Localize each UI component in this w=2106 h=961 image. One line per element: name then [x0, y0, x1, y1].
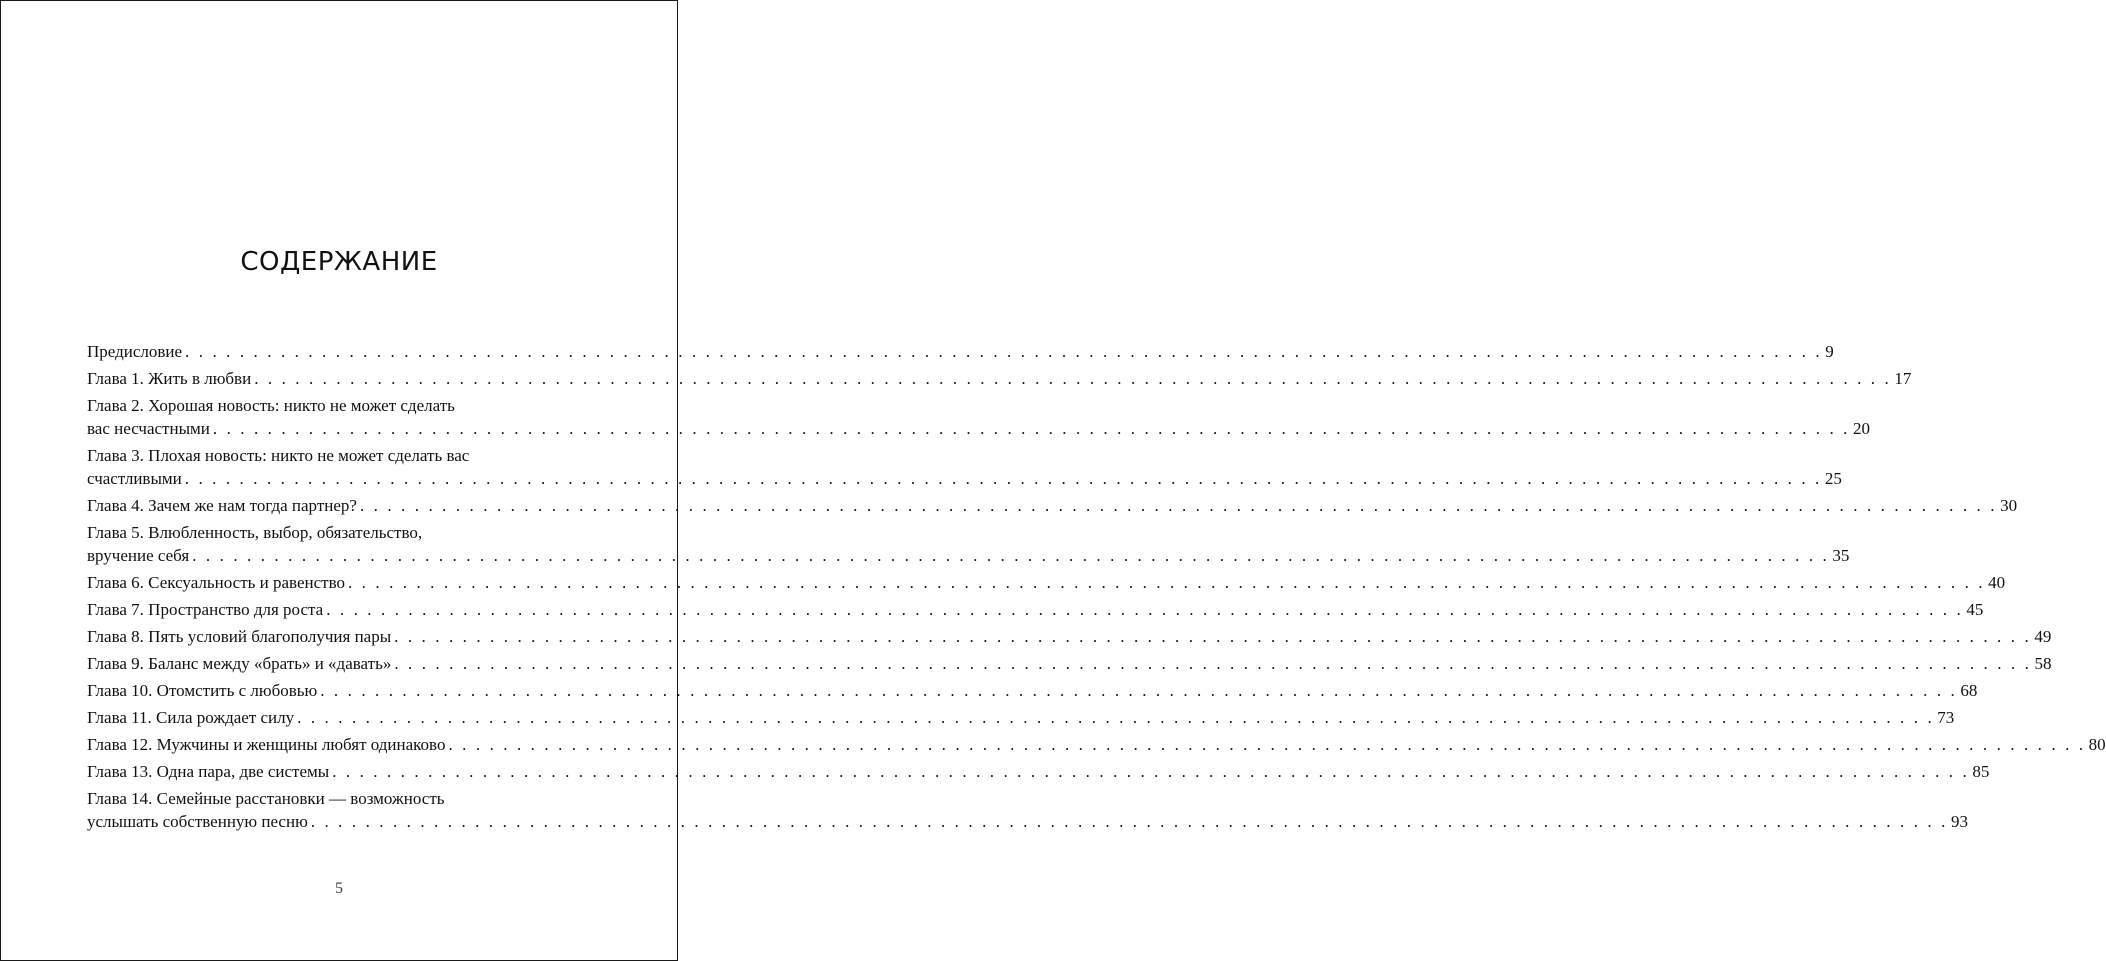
toc-entry: [87, 679, 1978, 702]
dot-leader: . . . . . . . . . . . . . . . . . . . . . . . . . . . . . . . . . . . . . . . . . . . . . . . . . . . . . . . . . . . . . . . . . . . . . . . . . . . . . . . . . . . . . . . . . . . . . . . . . . . . . . . . . . . . . . . . . . . . . . . .: [448, 735, 2086, 754]
toc-entry-page: 68: [1960, 681, 1978, 700]
dot-leader: . . . . . . . . . . . . . . . . . . . . . . . . . . . . . . . . . . . . . . . . . . . . . . . . . . . . . . . . . . . . . . . . . . . . . . . . . . . . . . . . . . . . . . . . . . . . . . . . . . . . . . . . . . . . . . . . . . . . . . . .: [332, 762, 1970, 781]
dot-leader: . . . . . . . . . . . . . . . . . . . . . . . . . . . . . . . . . . . . . . . . . . . . . . . . . . . . . . . . . . . . . . . . . . . . . . . . . . . . . . . . . . . . . . . . . . . . . . . . . . . . . . . . . . . . . . . . . . . . . . . .: [185, 342, 1823, 361]
dot-leader: . . . . . . . . . . . . . . . . . . . . . . . . . . . . . . . . . . . . . . . . . . . . . . . . . . . . . . . . . . . . . . . . . . . . . . . . . . . . . . . . . . . . . . . . . . . . . . . . . . . . . . . . . . . . . . . . . . . . . . . .: [212, 419, 1851, 438]
toc-entry-page: 80: [2088, 735, 2106, 754]
toc-entry-title-line: Глава 12. Мужчины и женщины любят одинаково: [87, 735, 446, 754]
toc-entry: [87, 733, 2106, 756]
toc-entry-title-line: Глава 9. Баланс между «брать» и «давать»: [87, 654, 392, 673]
toc-entry-title-line: Глава 1. Жить в любви: [87, 369, 252, 388]
dot-leader: . . . . . . . . . . . . . . . . . . . . . . . . . . . . . . . . . . . . . . . . . . . . . . . . . . . . . . . . . . . . . . . . . . . . . . . . . . . . . . . . . . . . . . . . . . . . . . . . . . . . . . . . . . . . . . . . . . . . . . . .: [347, 573, 1986, 592]
toc-entry-title-line: Глава 2. Хорошая новость: никто не может сделать: [87, 396, 455, 415]
dot-leader: . . . . . . . . . . . . . . . . . . . . . . . . . . . . . . . . . . . . . . . . . . . . . . . . . . . . . . . . . . . . . . . . . . . . . . . . . . . . . . . . . . . . . . . . . . . . . . . . . . . . . . . . . . . . . . . . . . . . . . . .: [184, 469, 1822, 488]
toc-entry-title-line: Глава 14. Семейные расстановки — возможность: [87, 789, 445, 808]
toc-entry-page: 17: [1894, 369, 1912, 388]
toc-entry-page: 85: [1972, 762, 1990, 781]
toc-entry-page: 25: [1824, 469, 1842, 488]
table-of-contents: [87, 340, 2106, 837]
toc-entry: [87, 652, 2052, 675]
dot-leader: . . . . . . . . . . . . . . . . . . . . . . . . . . . . . . . . . . . . . . . . . . . . . . . . . . . . . . . . . . . . . . . . . . . . . . . . . . . . . . . . . . . . . . . . . . . . . . . . . . . . . . . . . . . . . . . . . . . . . . . .: [394, 654, 2032, 673]
dot-leader: . . . . . . . . . . . . . . . . . . . . . . . . . . . . . . . . . . . . . . . . . . . . . . . . . . . . . . . . . . . . . . . . . . . . . . . . . . . . . . . . . . . . . . . . . . . . . . . . . . . . . . . . . . . . . . . . . . . . . . . .: [192, 546, 1830, 565]
toc-entry: [87, 706, 1955, 729]
toc-entry-title-line: счастливыми: [87, 469, 182, 488]
toc-entry-page: 93: [1950, 812, 1968, 831]
toc-entry: [87, 787, 1968, 833]
toc-entry: [87, 760, 1990, 783]
toc-entry-page: 45: [1966, 600, 1984, 619]
page-number: 5: [335, 880, 343, 897]
toc-entry: [87, 494, 2018, 517]
toc-entry-title-line: вас несчастными: [87, 419, 210, 438]
toc-entry-page: 49: [2034, 627, 2052, 646]
toc-entry-page: 9: [1825, 342, 1834, 361]
toc-entry-title-line: Глава 8. Пять условий благополучия пары: [87, 627, 392, 646]
toc-entry: [87, 394, 1871, 440]
toc-entry-title-line: услышать собственную песню: [87, 812, 308, 831]
toc-entry-title-line: Глава 4. Зачем же нам тогда партнер?: [87, 496, 357, 515]
dot-leader: . . . . . . . . . . . . . . . . . . . . . . . . . . . . . . . . . . . . . . . . . . . . . . . . . . . . . . . . . . . . . . . . . . . . . . . . . . . . . . . . . . . . . . . . . . . . . . . . . . . . . . . . . . . . . . . . . . . . . . . .: [310, 812, 1948, 831]
toc-entry-page: 58: [2034, 654, 2052, 673]
page-title: СОДЕРЖАНИЕ: [240, 247, 438, 277]
toc-entry-title-line: Глава 10. Отомстить с любовью: [87, 681, 318, 700]
toc-entry-page: 73: [1937, 708, 1955, 727]
dot-leader: . . . . . . . . . . . . . . . . . . . . . . . . . . . . . . . . . . . . . . . . . . . . . . . . . . . . . . . . . . . . . . . . . . . . . . . . . . . . . . . . . . . . . . . . . . . . . . . . . . . . . . . . . . . . . . . . . . . . . . . .: [359, 496, 1998, 515]
toc-entry-page: 20: [1853, 419, 1871, 438]
toc-entry: [87, 571, 2006, 594]
toc-entry: [87, 367, 1912, 390]
toc-entry-title-line: Предисловие: [87, 342, 183, 361]
toc-entry: [87, 521, 1850, 567]
dot-leader: . . . . . . . . . . . . . . . . . . . . . . . . . . . . . . . . . . . . . . . . . . . . . . . . . . . . . . . . . . . . . . . . . . . . . . . . . . . . . . . . . . . . . . . . . . . . . . . . . . . . . . . . . . . . . . . . . . . . . . . .: [326, 600, 1964, 619]
toc-entry-title-line: Глава 5. Влюбленность, выбор, обязательство,: [87, 523, 423, 542]
toc-entry: [87, 340, 1834, 363]
dot-leader: . . . . . . . . . . . . . . . . . . . . . . . . . . . . . . . . . . . . . . . . . . . . . . . . . . . . . . . . . . . . . . . . . . . . . . . . . . . . . . . . . . . . . . . . . . . . . . . . . . . . . . . . . . . . . . . . . . . . . . . .: [320, 681, 1958, 700]
toc-entry-title-line: Глава 11. Сила рождает силу: [87, 708, 295, 727]
dot-leader: . . . . . . . . . . . . . . . . . . . . . . . . . . . . . . . . . . . . . . . . . . . . . . . . . . . . . . . . . . . . . . . . . . . . . . . . . . . . . . . . . . . . . . . . . . . . . . . . . . . . . . . . . . . . . . . . . . . . . . . .: [254, 369, 1892, 388]
dot-leader: . . . . . . . . . . . . . . . . . . . . . . . . . . . . . . . . . . . . . . . . . . . . . . . . . . . . . . . . . . . . . . . . . . . . . . . . . . . . . . . . . . . . . . . . . . . . . . . . . . . . . . . . . . . . . . . . . . . . . . . .: [394, 627, 2032, 646]
toc-entry-title-line: вручение себя: [87, 546, 190, 565]
toc-entry: [87, 625, 2052, 648]
dot-leader: . . . . . . . . . . . . . . . . . . . . . . . . . . . . . . . . . . . . . . . . . . . . . . . . . . . . . . . . . . . . . . . . . . . . . . . . . . . . . . . . . . . . . . . . . . . . . . . . . . . . . . . . . . . . . . . . . . . . . . . .: [297, 708, 1935, 727]
toc-entry-title-line: Глава 13. Одна пара, две системы: [87, 762, 330, 781]
toc-entry-title-line: Глава 3. Плохая новость: никто не может сделать вас: [87, 446, 470, 465]
toc-entry-page: 40: [1988, 573, 2006, 592]
toc-entry-page: 35: [1832, 546, 1850, 565]
toc-entry: [87, 444, 1842, 490]
toc-entry-title-line: Глава 6. Сексуальность и равенство: [87, 573, 345, 592]
toc-entry-title-line: Глава 7. Пространство для роста: [87, 600, 324, 619]
toc-entry: [87, 598, 1984, 621]
toc-entry-page: 30: [2000, 496, 2018, 515]
